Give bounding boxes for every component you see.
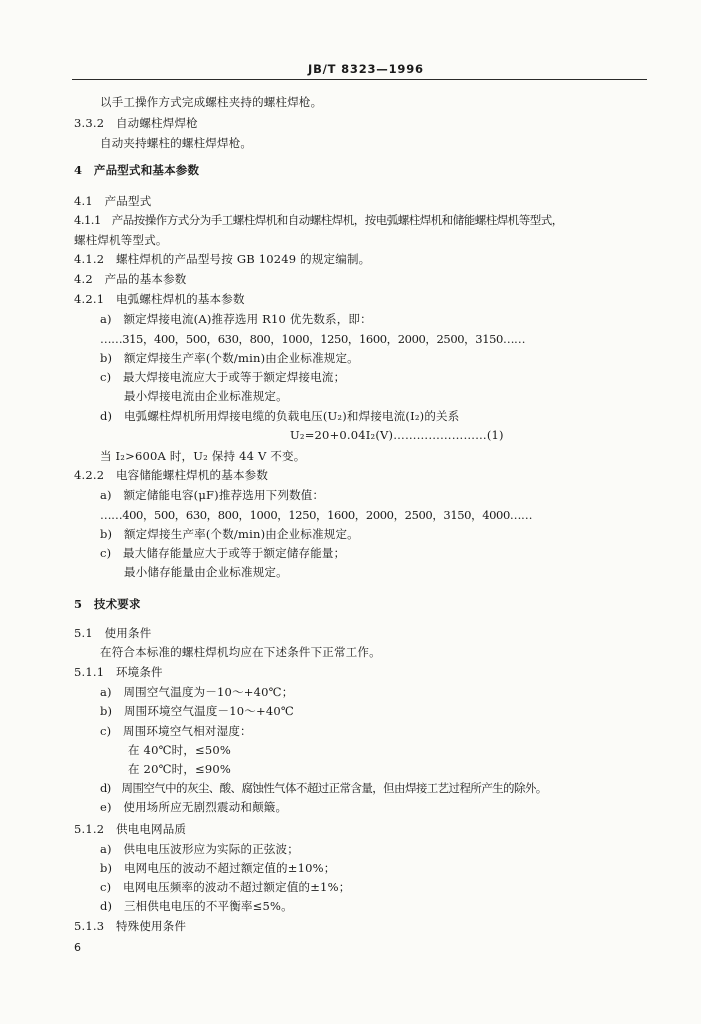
clause-line: 4.1.1 产品按操作方式分为手工螺柱焊机和自动螺柱焊机，按电弧螺柱焊机和储能螺柱焊机等型式， (74, 213, 563, 227)
series-values: ……315，400，500，630，800，1000，1250，1600，2000，2500，3150…… (100, 332, 526, 346)
text-line: 在符合本标准的螺柱焊机均应在下述条件下正常工作。 (100, 645, 381, 659)
section-heading: 4.2 产品的基本参数 (74, 272, 187, 286)
list-item: b) 额定焊接生产率(个数/min)由企业标准规定。 (100, 351, 359, 365)
text-line: 当 I₂>600A 时，U₂ 保持 44 V 不变。 (100, 449, 306, 463)
text-line: 在 40℃时，≤50% (128, 743, 232, 757)
list-item: c) 最大储存能量应大于或等于额定储存能量； (100, 546, 346, 560)
text-line: 自动夹持螺柱的螺柱焊焊枪。 (100, 136, 253, 150)
list-item: a) 额定焊接电流(A)推荐选用 R10 优先数系，即： (100, 312, 372, 326)
section-heading: 4.2.2 电容储能螺柱焊机的基本参数 (74, 468, 269, 482)
list-item: a) 供电电压波形应为实际的正弦波； (100, 842, 299, 856)
text-line: 以手工操作方式完成螺柱夹持的螺柱焊枪。 (100, 95, 323, 109)
clause-line: 4.1.2 螺柱焊机的产品型号按 GB 10249 的规定编制。 (74, 252, 371, 266)
text-line: 螺柱焊机等型式。 (74, 233, 168, 247)
page-number: 6 (74, 941, 82, 954)
list-item: c) 最大焊接电流应大于或等于额定焊接电流； (100, 370, 346, 384)
list-item: b) 额定焊接生产率(个数/min)由企业标准规定。 (100, 527, 359, 541)
chapter-heading: 4 产品型式和基本参数 (74, 163, 200, 177)
list-item: c) 电网电压频率的波动不超过额定值的±1%； (100, 880, 351, 894)
section-heading: 4.1 产品型式 (74, 194, 152, 208)
formula: U₂=20+0.04I₂(V)……………………(1) (290, 428, 504, 442)
section-heading: 5.1.2 供电电网品质 (74, 822, 187, 836)
header-rule (72, 79, 647, 80)
text-line: 最小焊接电流由企业标准规定。 (124, 389, 288, 403)
list-item: d) 周围空气中的灰尘、酸、腐蚀性气体不超过正常含量，但由焊接工艺过程所产生的除外。 (100, 781, 547, 795)
section-heading: 5.1.1 环境条件 (74, 665, 163, 679)
section-heading: 3.3.2 自动螺柱焊焊枪 (74, 116, 198, 130)
series-values: ……400，500，630，800，1000，1250，1600，2000，2500，3150，4000…… (100, 508, 533, 522)
list-item: c) 周围环境空气相对湿度： (100, 724, 252, 738)
chapter-heading: 5 技术要求 (74, 597, 141, 611)
document-code: JB/T 8323—1996 (308, 62, 424, 76)
section-heading: 5.1.3 特殊使用条件 (74, 919, 187, 933)
text-line: 最小储存能量由企业标准规定。 (124, 565, 288, 579)
list-item: e) 使用场所应无剧烈震动和颠簸。 (100, 800, 288, 814)
list-item: d) 三相供电电压的不平衡率≤5%。 (100, 899, 293, 913)
text-line: 在 20℃时，≤90% (128, 762, 232, 776)
list-item: d) 电弧螺柱焊机所用焊接电缆的负载电压(U₂)和焊接电流(I₂)的关系 (100, 409, 460, 423)
section-heading: 5.1 使用条件 (74, 626, 152, 640)
list-item: a) 周围空气温度为－10～+40℃； (100, 685, 294, 699)
section-heading: 4.2.1 电弧螺柱焊机的基本参数 (74, 292, 245, 306)
list-item: b) 电网电压的波动不超过额定值的±10%； (100, 861, 336, 875)
list-item: b) 周围环境空气温度－10～+40℃ (100, 704, 294, 718)
list-item: a) 额定储能电容(μF)推荐选用下列数值： (100, 488, 325, 502)
